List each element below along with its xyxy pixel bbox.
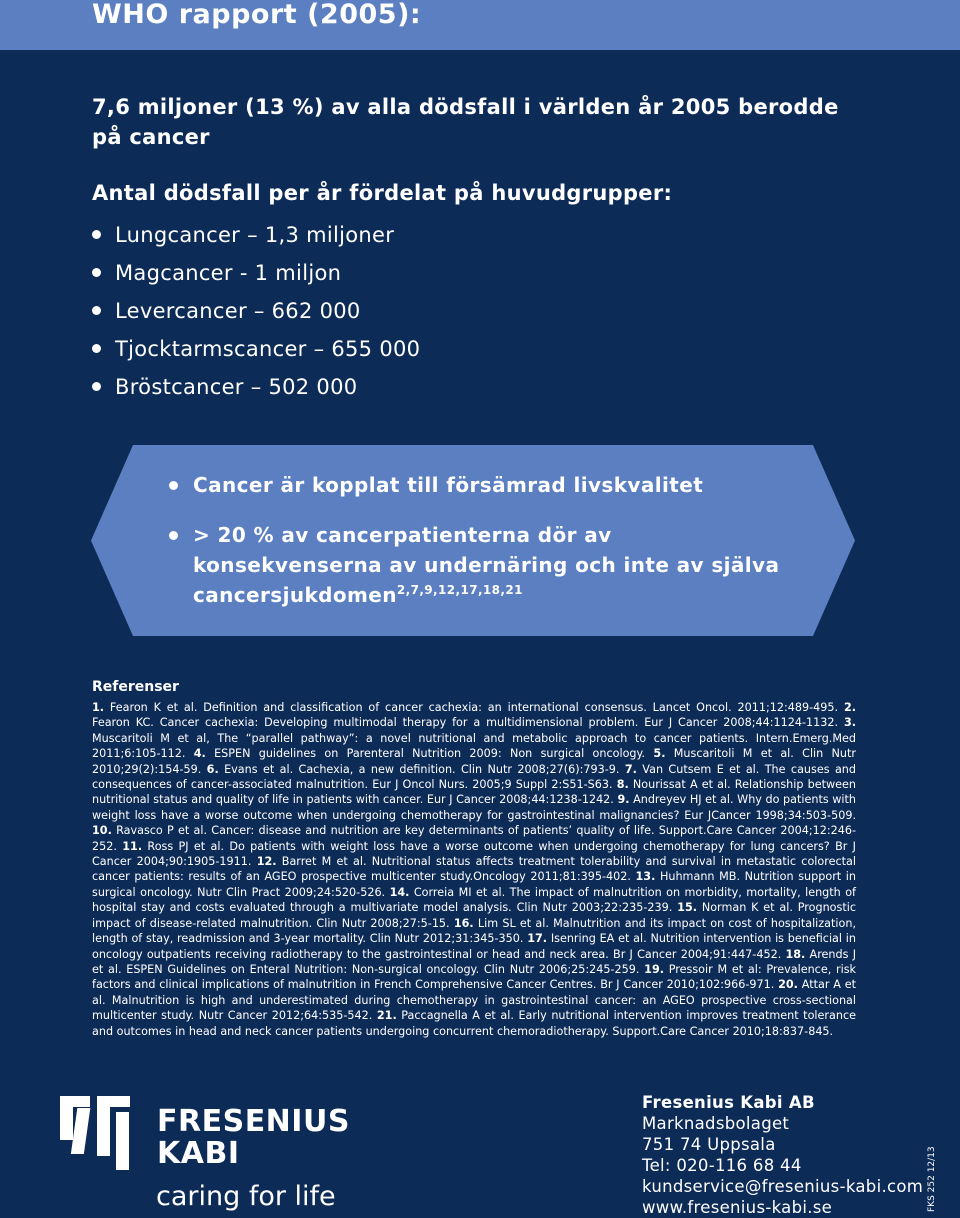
reference-entry: Attar A et al. Malnutrition is high and underestimated during chemotherapy in gastrointestinal cancer: an AGEO prospective cross-sectional multicenter study. Nutr Cancer 2012;64:535-542. [92,978,856,1023]
reference-number: 10. [92,824,112,838]
reference-entry: Ross PJ et al. Do patients with weight loss have a worse outcome when undergoing chemotherapy for lung cancers? Br J Cancer 2004;90:1905-1911. [92,839,856,869]
reference-entry: Evans et al. Cachexia, a new definition. Clin Nutr 2008;27(6):793-9. [218,762,625,776]
contact-block [642,1092,923,1218]
reference-number: 19. [644,962,664,976]
references-text [92,700,856,1039]
reference-entry: Norman K et al. Prognostic impact of disease-related malnutrition. Clin Nutr 2008;27:5-15. [92,901,856,930]
email-link[interactable]: kundservice@fresenius-kabi.com [642,1177,924,1196]
reference-number: 17. [527,932,548,946]
highlight-item-malnutrition: > 20 % av cancerpatienterna dör av konsekvenserna av undernäring och inte av själva cancersjukdomen$^{2,7,9,12,17,18,21}$ [169,520,833,610]
reference-entry: Muscaritoli M et al, The “parallel pathway”: a novel nutritional and metabolic approach to cancer patients. Intern.Emerg.Med 2011;6:105-112. [92,731,856,761]
company-name: Fresenius Kabi AB [642,1093,815,1112]
reference-number: 20. [778,978,798,992]
reference-number: 7. [624,762,637,776]
reference-number: 5. [653,747,666,761]
list-item: Tjocktarmscancer – 655 000 [92,330,420,368]
list-item: Levercancer – 662 000 [92,292,420,330]
street-address: Marknadsbolaget [642,1114,790,1133]
reference-entry: Lim SL et al. Malnutrition and its impact on cost of hospitalization, length of stay, readmission and 3-year mortality. Clin Nutr 2012;31:345-350. [92,916,857,946]
reference-number: 9. [617,793,630,807]
website-link[interactable]: www.fresenius-kabi.se [642,1198,833,1217]
reference-entry: Fearon KC. Cancer cachexia: Developing multimodal therapy for a multidimensional problem. Eur J Cancer 2008;44:1124-1132. [92,716,844,730]
reference-entry: Huhmann MB. Nutrition support in surgical oncology. Nutr Clin Pract 2009;24:520-526. [92,870,856,899]
intro-statement: 7,6 miljoner (13 %) av alla dödsfall i världen år 2005 berodde på cancer [92,95,839,149]
bullet-icon [92,230,101,239]
references-heading: Referenser [92,679,179,695]
reference-superscript: 2,7,9,12,17,18,21 [396,583,523,597]
reference-number: 16. [453,916,474,930]
reference-number: 12. [256,855,277,869]
reference-number: 3. [843,716,856,730]
reference-entry: Ravasco P et al. Cancer: disease and nutrition are key determinants of patients’ quality of life. Support.Care Cancer 2004;12:246-252. [92,824,856,853]
reference-entry: Pressoir M et al: Prevalence, risk factors and clinical implications of malnutrition in French Comprehensive Cancer Centres. Br J Cancer 2010;102:966-971. [92,962,857,992]
reference-entry: Fearon K et al. Definition and classification of cancer cachexia: an international consensus. Lancet Oncol. 2011;12:489-495. [104,701,844,714]
phone-number: Tel: 020-116 68 44 [642,1156,802,1175]
reference-number: 15. [677,901,697,915]
bullet-icon [92,344,101,353]
bullet-icon [92,268,101,277]
reference-entry: Nourissat A et al. Relationship between nutritional status and quality of life in patients with cancer. Eur J Cancer 2008;44:1238-1242. [92,778,857,807]
reference-entry: Muscaritoli M et al. Clin Nutr 2010;29(2):154-59. [92,747,857,776]
fresenius-logo-icon [60,1096,130,1170]
bullet-icon [169,531,178,540]
reference-entry: Isenring EA et al. Nutrition intervention is beneficial in oncology outpatients receiving radiotherapy to the gastrointestinal or head and neck area. Br J Cancer 2004;91:447-452. [92,932,856,961]
reference-entry: Andreyev HJ et al. Why do patients with weight loss have a worse outcome when undergoing chemotherapy for gastrointestinal malignancies? Eur JCancer 1998;34:503-509. [92,793,856,822]
reference-entry: ESPEN guidelines on Parenteral Nutrition 2009: Non surgical oncology. [205,747,654,761]
highlight-item-quality-of-life: Cancer är kopplat till försämrad livskvalitet [169,470,833,500]
reference-entry: Paccagnella A et al. Early nutritional intervention improves treatment tolerance and outcomes in head and neck cancer patients undergoing concurrent chemoradiotherapy. Support.Care Cancer 2010;18:837-845. [92,1009,856,1038]
bullet-icon [92,306,101,315]
brand-name: FRESENIUS KABI [157,1104,350,1171]
reference-number: 6. [206,762,219,776]
reference-number: 8. [616,778,629,792]
reference-number: 13. [635,870,656,884]
page-title: WHO rapport (2005): [92,0,422,30]
reference-number: 1. [92,701,105,714]
reference-number: 21. [376,1009,397,1023]
document-code: FKS 252 12/13 [927,1146,937,1212]
list-item: Bröstcancer – 502 000 [92,368,420,406]
reference-entry: Barret M et al. Nutritional status affects treatment tolerability and survival in metastatic colorectal cancer patients: results of an AGEO prospective multicenter study.Oncology 2011;81:395-402. [92,855,856,884]
brand-tagline: caring for life [156,1181,336,1212]
bullet-icon [92,382,101,391]
reference-entry: Van Cutsem E et al. The causes and consequences of cancer-associated malnutrition. Eur J Oncol Nurs. 2005;9 Suppl 2:S51-S63. [92,762,856,792]
reference-number: 18. [785,947,806,961]
list-item: Magcancer - 1 miljon [92,254,420,292]
reference-number: 14. [389,885,410,899]
bullet-icon [169,481,178,490]
reference-number: 4. [193,747,206,761]
reference-entry: Arends J et al. ESPEN Guidelines on Enteral Nutrition: Non-surgical oncology. Clin Nutr 2006;25:245-259. [92,947,856,976]
reference-number: 11. [122,839,143,853]
city-address: 751 74 Uppsala [642,1135,776,1154]
groups-heading: Antal dödsfall per år fördelat på huvudgrupper: [92,181,673,205]
list-item: Lungcancer – 1,3 miljoner [92,216,420,254]
reference-entry: Correia MI et al. The impact of malnutrition on morbidity, mortality, length of hospital stay and costs evaluated through a multivariate model analysis. Clin Nutr 2003;22:235-239. [92,885,856,915]
header-band [0,0,960,50]
reference-number: 2. [843,701,856,714]
groups-list [92,216,420,406]
